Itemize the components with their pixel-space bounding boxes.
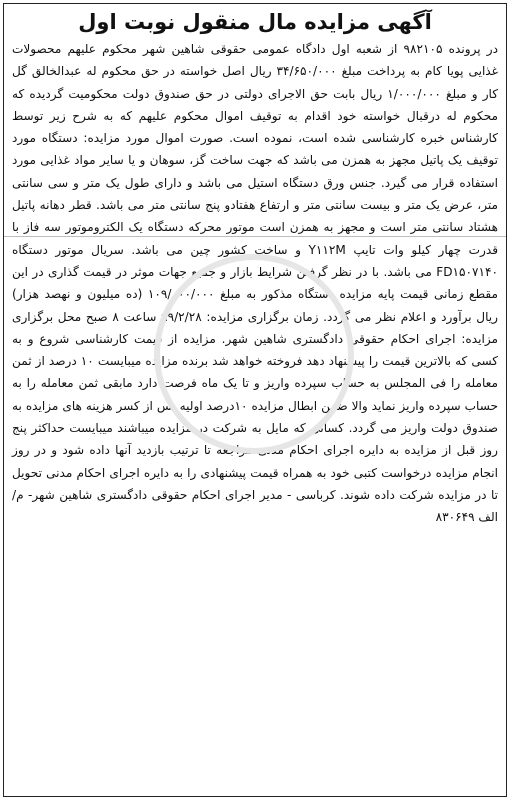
auction-notice [3, 3, 507, 797]
notice-title: آگهی مزایده مال منقول نوبت اول [78, 10, 432, 34]
notice-body: در پرونده ۹۸۲۱۰۵ از شعبه اول دادگاه عمومی حقوقی شاهین شهر محکوم علیهم محصولات غذایی پویا کام به پرداخت مبلغ ۳۴/۶۵۰/۰۰۰ ریال اصل خواسته در حق محکوم له عبدالخالق گل کار و مبلغ ۱/۰۰۰/۰۰۰ ریال بابت حق الاجرای دولتی در حق صندوق دولت محکومیت گردیده که محکوم له درقبال خواسته خود اقدام به توقیف اموال محکوم علیهم که به شرح زیر توسط کارشناس خبره کارشناسی شده است، نموده است. صورت اموال مورد مزایده: دستگاه مورد توقیف یک پاتیل مجهز به همزن می باشد که جهت ساخت گز، سوهان و یا سایر مواد غذایی مورد استفاده قرار می گیرد. جنس ورق دستگاه استیل می باشد و دارای طول یک متر و سی سانتی متر، عرض یک متر و بیست سانتی متر و ارتفاع هفتادو پنج سانتی متر می باشد. قطر دهانه پاتیل هشتاد سانتی متر است و مجهز به همزن است موتور محرکه دستگاه یک الکتروموتور سه فاز با قدرت چهار کیلو وات تایپ Y۱۱۲M و ساخت کشور چین می باشد. سریال موتور دستگاه FD۱۵۰۷۱۴۰ می باشد. با در نظر گرفتن شرایط بازار و جمیع جهات موثر در قیمت گذاری در این مقطع زمانی قیمت پایه مزایده دستگاه مذکور به مبلغ ۱۰۹/۰۰۰/۰۰۰ (ده میلیون و نهصد هزار) ریال برآورد و اعلام نظر می گردد. زمان برگزاری مزایده: ۹۹/۲/۲۸ ساعت ۸ صبح محل برگزاری مزایده: اجرای احکام حقوقی دادگستری شاهین شهر. مزایده از قیمت کارشناسی شروع و به کسی که بالاترین قیمت را پیشنهاد دهد فروخته خواهد شد برنده مزایده میبایست ۱۰ درصد از ثمن معامله را فی المجلس به حساب سپرده واریز و تا یک ماه فرصت دارد مابقی ثمن معامله را به حساب سپرده واریز نماید والا ضمن ابطال مزایده ۱۰درصد اولیه پس از کسر هزینه های مزایده به صندوق دولت واریز می گردد. کسانی که مایل به شرکت در مزایده میباشند میبایست حداکثر پنج روز قبل از مزایده به دایره اجرای احکام مدنی مراجعه تا ترتیب بازدید آنها داده شود و در روز انجام مزایده درخواست کتبی خود به همراه قیمت پیشنهادی را به دایره اجرای احکام مدنی تحویل تا در مزایده شرکت داده شوند. کرباسی - مدیر اجرای احکام حقوقی دادگستری شاهین شهر- م/الف ۸۳۰۶۴۹ [12, 42, 498, 525]
